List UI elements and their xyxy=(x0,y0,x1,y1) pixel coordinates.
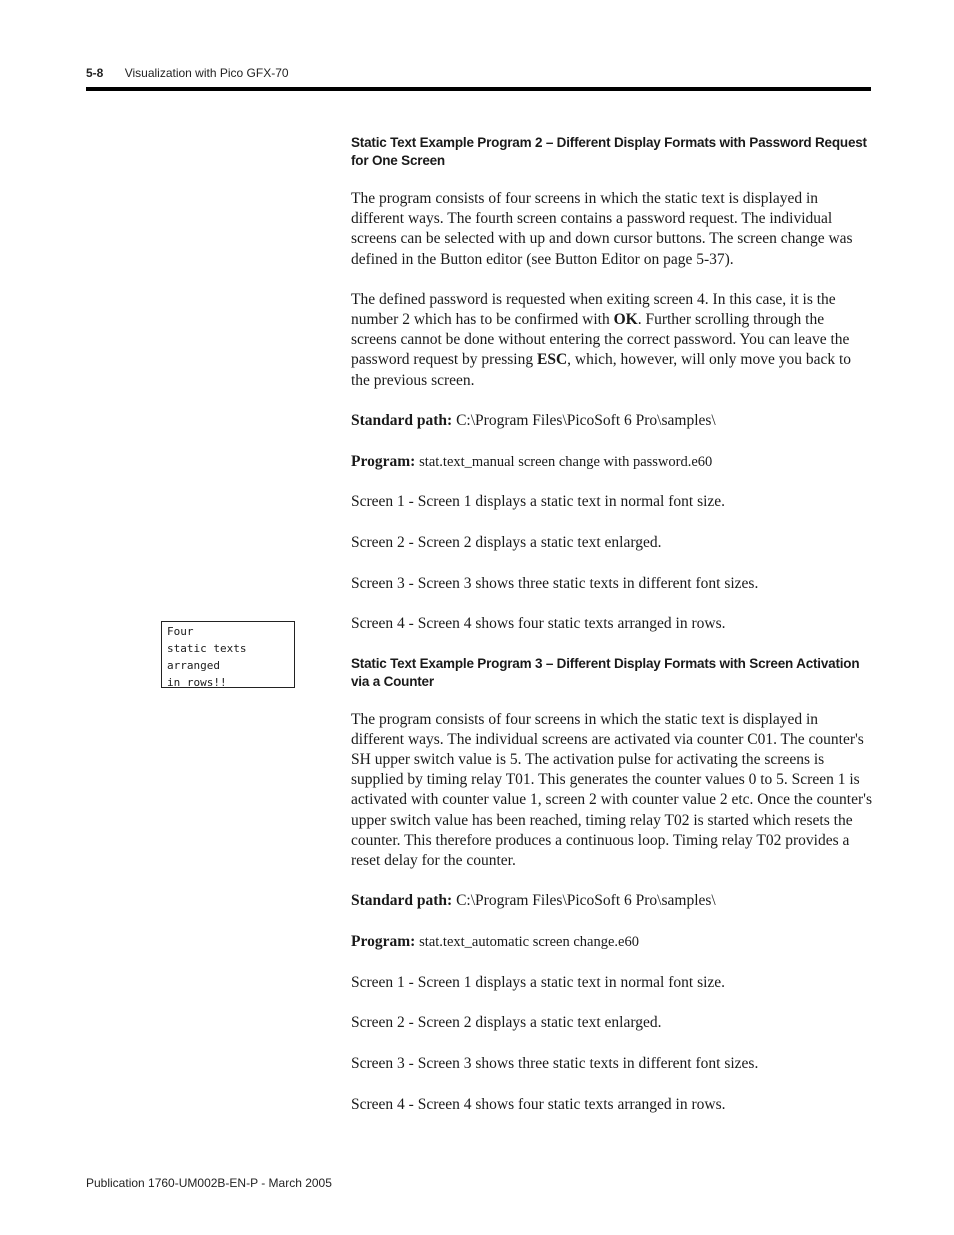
program-3-program-file: Program: stat.text_automatic screen change.e60 xyxy=(351,932,639,950)
program-2-screen-3: Screen 3 - Screen 3 shows three static texts in different font sizes. xyxy=(351,574,759,592)
lcd-line: arranged xyxy=(167,659,220,672)
program-2-description: The program consists of four screens in which the static text is displayed in different ways. The fourth screen contains a password request. The individual screens can be selected with up and down cursor buttons. The screen change was defined in the Button editor (see Button Editor on page 5-37). xyxy=(351,190,853,268)
lcd-line: in rows!! xyxy=(167,676,227,689)
program-2-standard-path: Standard path: C:\Program Files\PicoSoft 6 Pro\samples\ xyxy=(351,411,716,429)
page-header xyxy=(86,66,289,80)
header-rule xyxy=(86,87,871,91)
program-3-description: The program consists of four screens in which the static text is displayed in different ways. The individual screens are activated via counter C01. The counter's SH upper switch value is 5. The activation pulse for activating the screens is supplied by timing relay T01. This generates the counter values 0 to 5. Screen 1 is activated with counter value 1, screen 2 with counter value 2 etc. Once the counter's upper switch value has been reached, timing relay T02 is started which resets the counter. This therefore produces a continuous loop. Timing relay T02 provides a reset delay for the counter. xyxy=(351,710,872,869)
lcd-display-preview xyxy=(161,621,295,688)
lcd-line: Four xyxy=(167,625,194,638)
section-heading-program-3: Static Text Example Program 3 – Different Display Formats with Screen Activation via a Counter xyxy=(351,655,860,689)
section-heading-program-2: Static Text Example Program 2 – Different Display Formats with Password Request for One Screen xyxy=(351,135,867,168)
program-2-screen-1: Screen 1 - Screen 1 displays a static text in normal font size. xyxy=(351,493,726,511)
program-3-screen-1: Screen 1 - Screen 1 displays a static text in normal font size. xyxy=(351,973,726,991)
program-3-screen-3: Screen 3 - Screen 3 shows three static texts in different font sizes. xyxy=(351,1054,759,1072)
program-2-screen-2: Screen 2 - Screen 2 displays a static text enlarged. xyxy=(351,533,662,551)
program-2-password-paragraph: The defined password is requested when exiting screen 4. In this case, it is the number 2 which has to be confirmed with OK. Further scrolling through the screens cannot be done without entering the correct password. You can leave the password request by pressing ESC, which, however, will only move you back to the previous screen. xyxy=(351,290,852,389)
lcd-line: static texts xyxy=(167,642,247,655)
esc-key-label: ESC xyxy=(536,351,568,369)
main-content xyxy=(351,134,873,1135)
program-3-standard-path: Standard path: C:\Program Files\PicoSoft 6 Pro\samples\ xyxy=(351,892,716,910)
program-2-screen-4: Screen 4 - Screen 4 shows four static texts arranged in rows. xyxy=(351,615,726,633)
chapter-title: Visualization with Pico GFX-70 xyxy=(124,66,289,80)
program-2-program-file: Program: stat.text_manual screen change with password.e60 xyxy=(351,452,713,470)
program-3-screen-2: Screen 2 - Screen 2 displays a static text enlarged. xyxy=(351,1014,662,1032)
program-3-screen-4: Screen 4 - Screen 4 shows four static texts arranged in rows. xyxy=(351,1095,726,1113)
page-footer: Publication 1760-UM002B-EN-P - March 2005 xyxy=(86,1176,332,1190)
page-number: 5-8 xyxy=(86,66,104,80)
ok-key-label: OK xyxy=(613,311,638,329)
